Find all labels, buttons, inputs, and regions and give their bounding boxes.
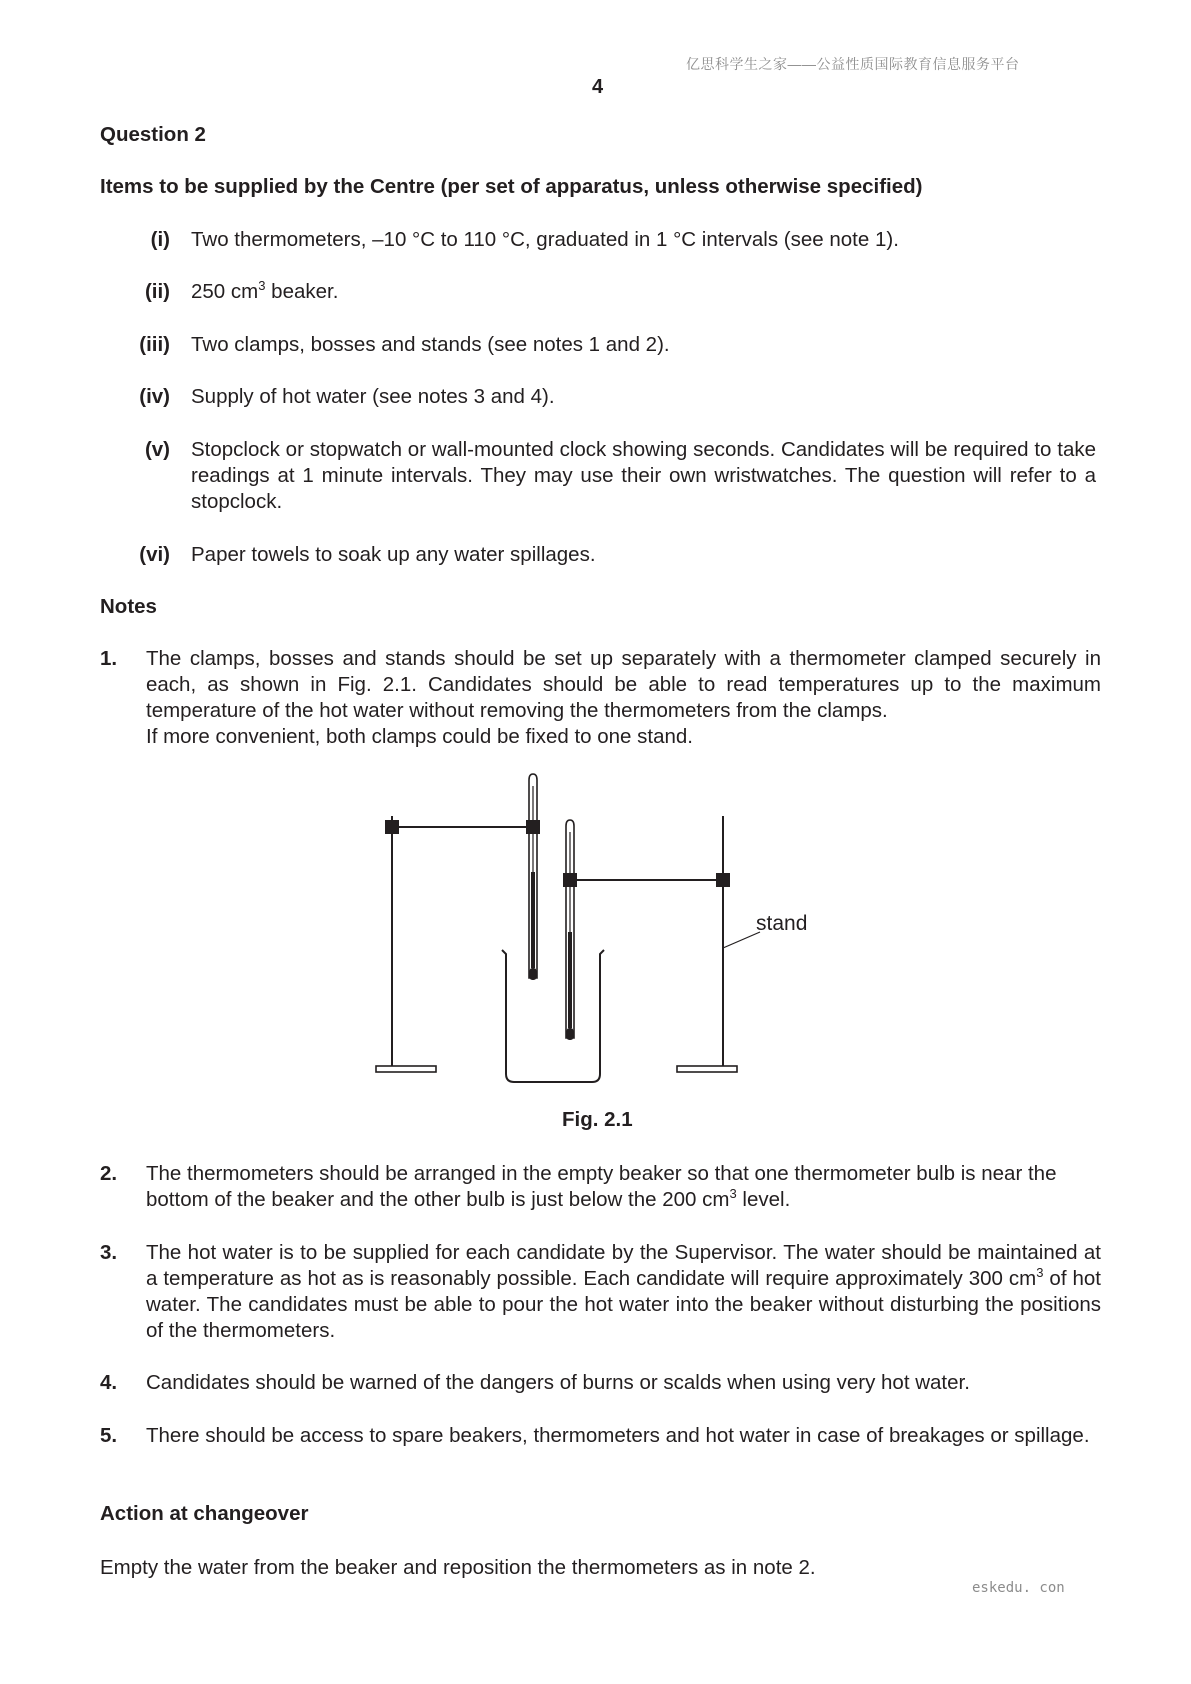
left-stand-base xyxy=(376,1066,436,1072)
note-number: 3. xyxy=(100,1241,118,1264)
item-label: (iii) xyxy=(139,333,170,356)
item-text: Two clamps, bosses and stands (see notes 1 and 2). xyxy=(191,333,670,356)
item-text-part: 250 cm xyxy=(191,280,259,303)
apparatus-diagram xyxy=(360,772,808,1082)
stand-label-leader xyxy=(723,932,760,948)
thermometer-2-mercury xyxy=(568,932,572,1028)
item-text-part: beaker. xyxy=(265,280,339,303)
item-text: Two thermometers, –10 °C to 110 °C, graduated in 1 °C intervals (see note 1). xyxy=(191,228,899,251)
item-text: Paper towels to soak up any water spillages. xyxy=(191,543,596,566)
note-text-part: of hot water. The candidates must be able to pour the hot water into the beaker without disturbing the positions of the thermometers. xyxy=(146,1267,1101,1342)
superscript: 3 xyxy=(729,1186,737,1201)
page-number: 4 xyxy=(592,76,604,98)
right-stand-boss xyxy=(716,873,730,887)
left-stand-boss xyxy=(385,820,399,834)
note-text-part: If more convenient, both clamps could be fixed to one stand. xyxy=(146,725,693,748)
note-number: 2. xyxy=(100,1162,118,1185)
note-text xyxy=(146,1240,1101,1344)
superscript: 3 xyxy=(1036,1265,1044,1280)
notes-heading: Notes xyxy=(100,595,157,618)
thermometer-1-mercury xyxy=(531,872,535,968)
note-text-part: The hot water is to be supplied for each candidate by the Supervisor. The water should be maintained at a temperature as hot as is reasonably possible. Each candidate will require approximately 300 cm xyxy=(146,1241,1101,1290)
note-text-part: level. xyxy=(736,1188,791,1211)
item-text: Supply of hot water (see notes 3 and 4). xyxy=(191,385,555,408)
item-label: (vi) xyxy=(139,543,170,566)
thermometer-1-clamp xyxy=(526,820,540,834)
changeover-heading: Action at changeover xyxy=(100,1502,309,1525)
item-label: (ii) xyxy=(144,280,170,303)
item-text: Stopclock or stopwatch or wall-mounted clock showing seconds. Candidates will be required to take readings at 1 minute intervals. They may use their own wristwatches. The question will refer to a stopclock. xyxy=(191,438,1096,513)
item-text xyxy=(191,279,1101,305)
figure-caption: Fig. 2.1 xyxy=(562,1108,633,1131)
note-text xyxy=(146,1161,1101,1213)
stand-label: stand xyxy=(756,912,808,935)
watermark-header-text: 亿思科学生之家——公益性质国际教育信息服务平台 xyxy=(686,56,1020,72)
note-number: 5. xyxy=(100,1424,118,1447)
note-text-part: The thermometers should be arranged in the empty beaker so that one thermometer bulb is near the bottom of the beaker and the other bulb is just below the 200 cm xyxy=(146,1162,1057,1211)
item-label: (v) xyxy=(144,438,170,461)
items-heading: Items to be supplied by the Centre (per set of apparatus, unless otherwise specified) xyxy=(100,175,923,198)
note-text: Candidates should be warned of the dangers of burns or scalds when using very hot water. xyxy=(146,1371,970,1394)
beaker-outline xyxy=(502,950,604,1082)
note-text: There should be access to spare beakers, thermometers and hot water in case of breakages or spillage. xyxy=(146,1424,1090,1447)
note-text xyxy=(146,646,1101,750)
note-number: 4. xyxy=(100,1371,118,1394)
thermometer-1-bulb xyxy=(530,968,537,980)
watermark-footer-text: eskedu. con xyxy=(972,1580,1065,1596)
note-text-part: The clamps, bosses and stands should be set up separately with a thermometer clamped securely in each, as shown in Fig. 2.1. Candidates should be able to read temperatures up to the maximum temperature of the hot water without removing the thermometers from the clamps. xyxy=(146,647,1101,722)
note-number: 1. xyxy=(100,647,118,670)
question-title: Question 2 xyxy=(100,123,206,146)
right-stand-base xyxy=(677,1066,737,1072)
changeover-text: Empty the water from the beaker and reposition the thermometers as in note 2. xyxy=(100,1556,816,1579)
item-label: (iv) xyxy=(139,385,170,408)
item-label: (i) xyxy=(150,228,170,251)
thermometer-2-bulb xyxy=(567,1028,574,1040)
thermometer-2-clamp xyxy=(563,873,577,887)
superscript: 3 xyxy=(258,278,266,293)
